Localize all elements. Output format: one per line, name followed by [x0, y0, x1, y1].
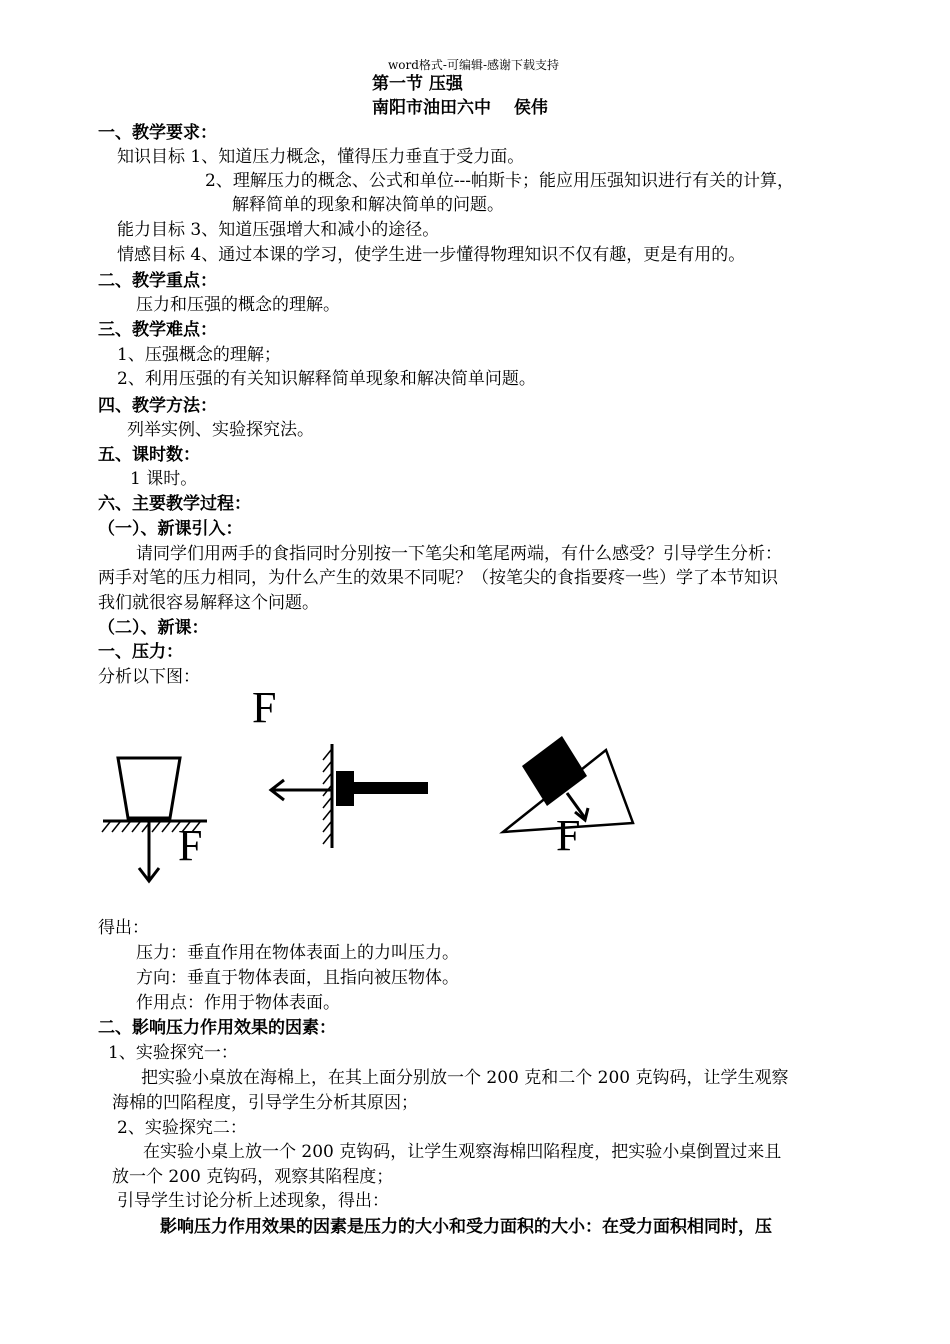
paragraph-line: 两手对笔的压力相同，为什么产生的效果不同呢？（按笔尖的食指要疼一些）学了本节知识 — [98, 568, 778, 588]
paragraph-line: 1、压强概念的理解； — [117, 345, 281, 365]
paragraph-line: 1 课时。 — [130, 469, 198, 489]
paragraph-line: 2、实验探究二： — [117, 1118, 247, 1138]
subsection-heading: 一、压力： — [98, 642, 183, 662]
subsection-heading: （二）、新课： — [98, 618, 209, 638]
paragraph-line: 海棉的凹陷程度，引导学生分析其原因； — [112, 1093, 418, 1113]
force-label: F — [556, 811, 581, 860]
paragraph-line: 2、利用压强的有关知识解释简单现象和解决简单问题。 — [117, 369, 536, 389]
paragraph-line: 压力和压强的概念的理解。 — [136, 295, 340, 315]
section-heading: 四、教学方法： — [98, 396, 217, 416]
paragraph-line: 1、实验探究一： — [108, 1043, 238, 1063]
paragraph-line: 把实验小桌放在海棉上，在其上面分别放一个 200 克和二个 200 克钩码，让学生观察 — [141, 1068, 789, 1088]
definition-line: 作用点：作用于物体表面。 — [136, 993, 340, 1013]
paragraph-line: 在实验小桌上放一个 200 克钩码，让学生观察海棉凹陷程度，把实验小桌倒置过来且 — [143, 1142, 782, 1162]
paragraph-line: 解释简单的现象和解决简单的问题。 — [232, 195, 504, 215]
paragraph-line: 列举实例、实验探究法。 — [127, 420, 314, 440]
paragraph-line: 请同学们用两手的食指同时分别按一下笔尖和笔尾两端，有什么感受？引导学生分析： — [136, 544, 782, 564]
paragraph-line: 我们就很容易解释这个问题。 — [98, 593, 319, 613]
subsection-heading: （一）、新课引入： — [98, 519, 243, 539]
force-label: F — [178, 821, 203, 870]
section-heading: 二、影响压力作用效果的因素： — [98, 1018, 336, 1038]
section-heading: 二、教学重点： — [98, 271, 217, 291]
conclusion-line: 影响压力作用效果的因素是压力的大小和受力面积的大小：在受力面积相同时，压 — [160, 1217, 772, 1237]
paragraph-line: 2、理解压力的概念、公式和单位---帕斯卡；能应用压强知识进行有关的计算， — [205, 171, 795, 191]
paragraph-line: 得出： — [98, 918, 149, 938]
paragraph-line: 分析以下图： — [98, 667, 200, 687]
section-heading: 五、课时数： — [98, 445, 200, 465]
page-header: word格式-可编辑-感谢下载支持 — [388, 58, 560, 72]
page-title: 第一节 压强 — [372, 74, 463, 94]
paragraph-line: 情感目标 4、通过本课的学习，使学生进一步懂得物理知识不仅有趣，更是有用的。 — [117, 245, 746, 265]
author-line: 南阳市油田六中 侯伟 — [372, 98, 548, 118]
definition-line: 方向：垂直于物体表面，且指向被压物体。 — [136, 968, 459, 988]
paragraph-line: 引导学生讨论分析上述现象，得出： — [117, 1191, 389, 1211]
paragraph-line: 知识目标 1、知道压力概念，懂得压力垂直于受力面。 — [117, 147, 525, 167]
paragraph-line: 放一个 200 克钩码，观察其陷程度； — [112, 1167, 394, 1187]
section-heading: 六、主要教学过程： — [98, 494, 251, 514]
definition-line: 压力：垂直作用在物体表面上的力叫压力。 — [136, 943, 459, 963]
section-heading: 一、教学要求： — [98, 123, 217, 143]
block-on-wall-diagram — [271, 744, 428, 848]
section-heading: 三、教学难点： — [98, 320, 217, 340]
force-label: F — [252, 683, 277, 732]
paragraph-line: 能力目标 3、知道压强增大和减小的途径。 — [117, 220, 440, 240]
